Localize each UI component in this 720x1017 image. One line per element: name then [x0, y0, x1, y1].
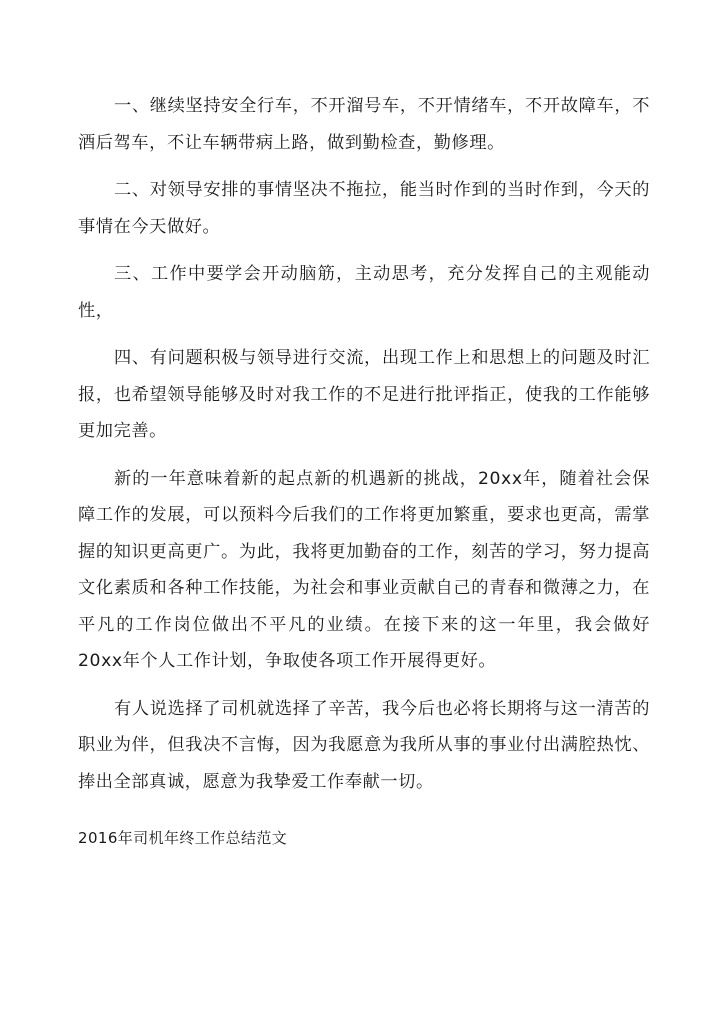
paragraph-1: 一、继续坚持安全行车，不开溜号车，不开情绪车，不开故障车，不酒后驾车，不让车辆带病上路，做到勤检查，勤修理。	[78, 96, 650, 153]
document-body	[78, 88, 650, 811]
paragraph-6: 有人说选择了司机就选择了辛苦，我今后也必将长期将与这一清苦的职业为伴，但我决不言悔，因为我愿意为我所从事的事业付出满腔热忱、捧出全部真诚，愿意为我挚爱工作奉献一切。	[78, 698, 650, 792]
footer-title: 2016年司机年终工作总结范文	[78, 829, 288, 847]
paragraph-3: 三、工作中要学会开动脑筋，主动思考，充分发挥自己的主观能动性，	[78, 264, 650, 321]
paragraph-4: 四、有问题积极与领导进行交流，出现工作上和思想上的问题及时汇报，也希望领导能够及时对我工作的不足进行批评指正，使我的工作能够更加完善。	[78, 348, 650, 441]
paragraph-2: 二、对领导安排的事情坚决不拖拉，能当时作到的当时作到，今天的事情在今天做好。	[78, 180, 650, 237]
paragraph-5: 新的一年意味着新的起点新的机遇新的挑战，20xx年，随着社会保障工作的发展，可以预料今后我们的工作将更加繁重，要求也更高，需掌握的知识更高更广。为此，我将更加勤奋的工作，刻苦的学习，努力提高文化素质和各种工作技能，为社会和事业贡献自己的青春和微薄之力，在平凡的工作岗位做出不平凡的业绩。在接下来的这一年里，我会做好20xx年个人工作计划，争取使各项工作开展得更好。	[78, 468, 650, 671]
